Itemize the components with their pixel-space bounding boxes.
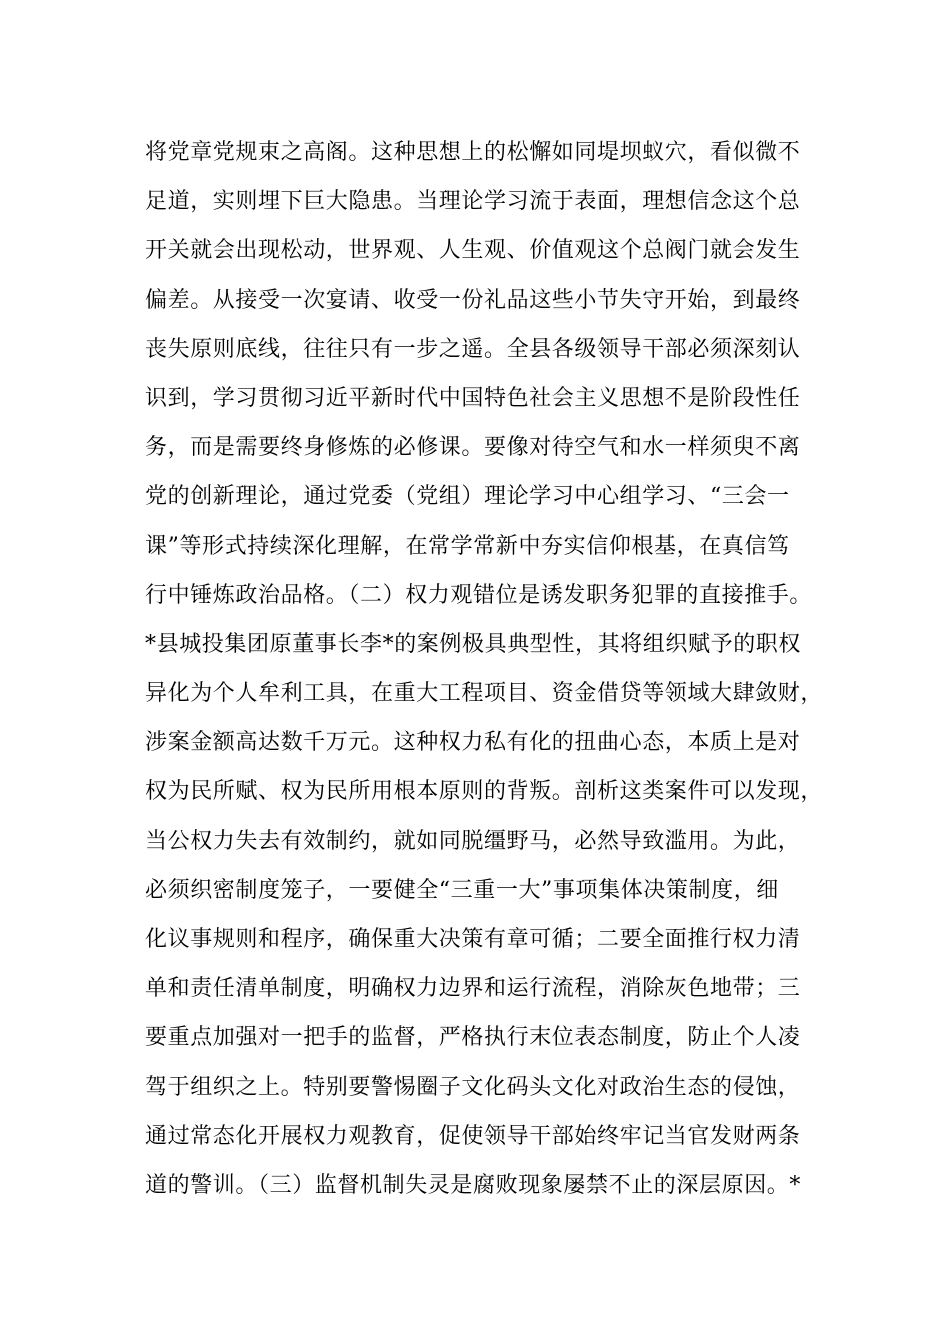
text-line: 涉案金额高达数千万元。这种权力私有化的扭曲心态，本质上是对 (145, 730, 801, 756)
text-line: 必须织密制度笼子，一要健全“三重一大”事项集体决策制度，细 (145, 877, 779, 903)
text-line: 异化为个人牟利工具，在重大工程项目、资金借贷等领域大肆敛财， (145, 681, 824, 707)
text-line: 权为民所赋、权为民所用根本原则的背叛。剖析这类案件可以发现， (145, 779, 824, 805)
text-line: 道的警训。（三）监督机制失灵是腐败现象屡禁不止的深层原因。* (145, 1172, 802, 1198)
text-line: 通过常态化开展权力观教育，促使领导干部始终牢记当官发财两条 (145, 1123, 801, 1149)
text-line: 偏差。从接受一次宴请、收受一份礼品这些小节失守开始，到最终 (145, 287, 801, 313)
text-line: 要重点加强对一把手的监督，严格执行末位表态制度，防止个人凌 (145, 1025, 801, 1051)
text-line: 党的创新理论，通过党委（党组）理论学习中心组学习、“三会一 (145, 484, 790, 510)
text-line: 丧失原则底线，往往只有一步之遥。全县各级领导干部必须深刻认 (145, 336, 801, 362)
text-line: 识到，学习贯彻习近平新时代中国特色社会主义思想不是阶段性任 (145, 385, 801, 411)
text-line: 务，而是需要终身修炼的必修课。要像对待空气和水一样须臾不离 (145, 435, 801, 461)
text-line: 驾于组织之上。特别要警惕圈子文化码头文化对政治生态的侵蚀， (145, 1074, 801, 1100)
text-line: 当公权力失去有效制约，就如同脱缰野马，必然导致滥用。为此， (145, 828, 801, 854)
text-line: *县城投集团原董事长李*的案例极具典型性，其将组织赋予的职权 (145, 631, 802, 657)
body-text (145, 128, 825, 1210)
text-line: 将党章党规束之高阁。这种思想上的松懈如同堤坝蚁穴，看似微不 (145, 140, 801, 165)
text-line: 足道，实则埋下巨大隐患。当理论学习流于表面，理想信念这个总 (145, 189, 801, 215)
text-line: 化议事规则和程序，确保重大决策有章可循；二要全面推行权力清 (145, 927, 801, 952)
text-line: 单和责任清单制度，明确权力边界和运行流程，消除灰色地带；三 (145, 976, 801, 1002)
text-line: 开关就会出现松动，世界观、人生观、价值观这个总阀门就会发生 (145, 238, 801, 264)
text-line: 行中锤炼政治品格。（二）权力观错位是诱发职务犯罪的直接推手。 (145, 582, 813, 608)
text-line: 课”等形式持续深化理解，在常学常新中夯实信仰根基，在真信笃 (145, 533, 790, 559)
